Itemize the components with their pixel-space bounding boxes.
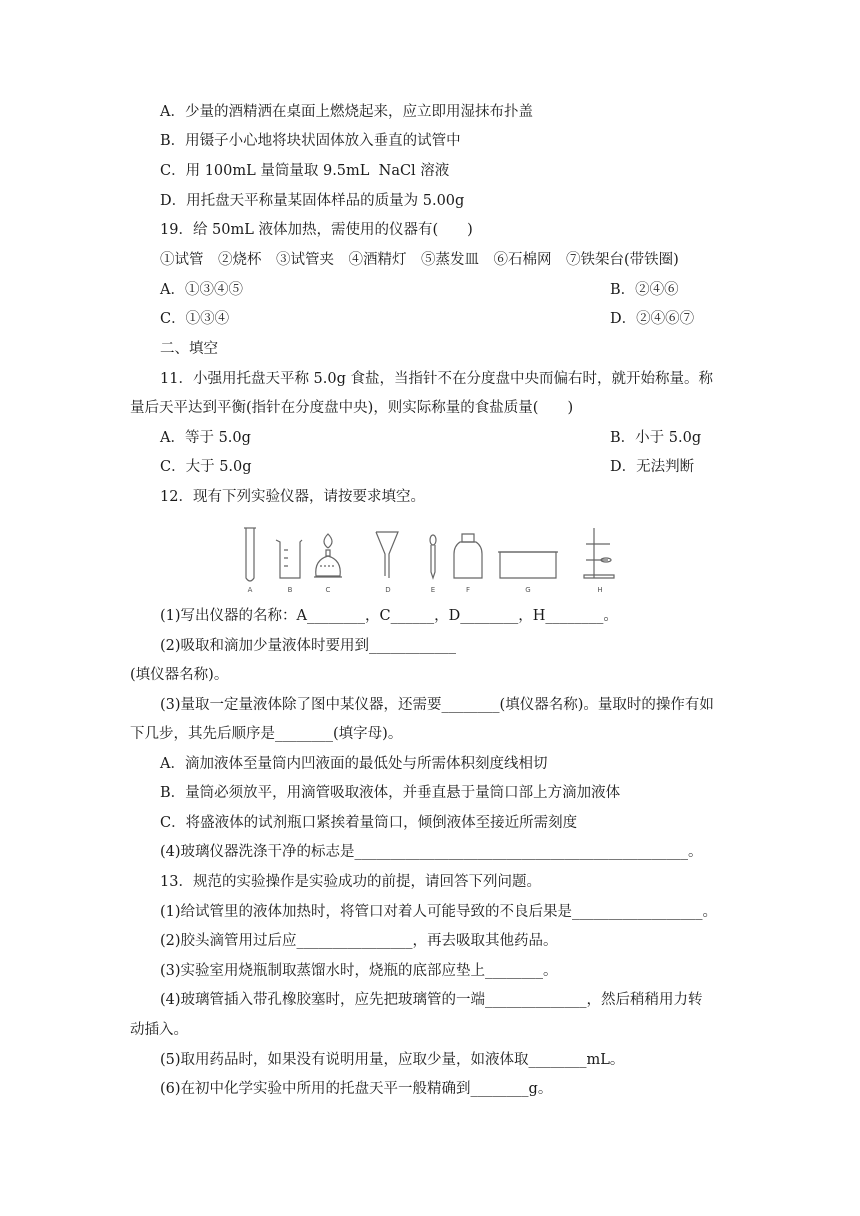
text-line: (3)量取一定量液体除了图中某仪器，还需要________(填仪器名称)。量取时的操作有如 — [160, 697, 714, 713]
text-line: D．用托盘天平称量某固体样品的质量为 5.00g — [160, 193, 465, 209]
figure-label: A — [247, 586, 253, 594]
text-line: C．①③④ — [160, 311, 230, 327]
text-line: 13．规范的实验操作是实验成功的前提，请回答下列问题。 — [160, 874, 541, 890]
container-g — [498, 552, 558, 578]
text-line: A．①③④⑤ — [160, 282, 243, 298]
alcohol-lamp-c — [314, 534, 342, 577]
text-line: A．等于 5.0g — [160, 430, 251, 446]
text-line: (5)取用药品时，如果没有说明用量，应取少量，如液体取________mL。 — [160, 1052, 625, 1068]
text-line: (4)玻璃管插入带孔橡胶塞时，应先把玻璃管的一端______________，然后稍稍用力转 — [160, 992, 703, 1008]
test-tube-a — [244, 528, 256, 581]
text-line: 19．给 50mL 液体加热，需使用的仪器有( ) — [160, 222, 473, 238]
text-line: (4)玻璃仪器洗涤干净的标志是______________________________________________。 — [160, 844, 703, 860]
option-right: D．无法判断 — [610, 459, 695, 475]
figure-label: G — [525, 586, 531, 594]
text-line: C．大于 5.0g — [160, 459, 252, 475]
text-line: A．滴加液体至量筒内凹液面的最低处与所需体积刻度线相切 — [160, 756, 548, 772]
text-line: 动插入。 — [130, 1022, 188, 1038]
text-line: 11．小强用托盘天平称 5.0g 食盐，当指针不在分度盘中央而偏右时，就开始称量。称 — [160, 371, 714, 387]
option-right: B．②④⑥ — [610, 282, 679, 298]
iron-stand-h — [584, 528, 614, 578]
text-line: (1)写出仪器的名称：A________，C______，D________，H________。 — [160, 608, 618, 624]
figure-label: B — [287, 586, 293, 594]
option-right: D．②④⑥⑦ — [610, 311, 695, 327]
text-line: C．将盛液体的试剂瓶口紧挨着量筒口，倾倒液体至接近所需刻度 — [160, 815, 578, 831]
beaker-b — [276, 540, 302, 578]
text-line: (填仪器名称)。 — [130, 667, 229, 683]
figure-label: C — [325, 586, 331, 594]
text-line: (3)实验室用烧瓶制取蒸馏水时，烧瓶的底部应垫上________。 — [160, 963, 558, 979]
text-line: 12．现有下列实验仪器，请按要求填空。 — [160, 489, 425, 505]
text-line: (2)吸取和滴加少量液体时要用到____________ — [160, 638, 457, 654]
figure-label: H — [597, 586, 603, 594]
text-line: (2)胶头滴管用过后应________________，再去吸取其他药品。 — [160, 933, 558, 949]
dropper-e — [430, 535, 436, 578]
funnel-d — [376, 532, 398, 578]
figure-label: F — [465, 586, 471, 594]
option-right: B．小于 5.0g — [610, 430, 702, 446]
text-line: A．少量的酒精洒在桌面上燃烧起来，应立即用湿抹布扑盖 — [160, 104, 533, 120]
text-line: B．量筒必须放平，用滴管吸取液体，并垂直悬于量筒口部上方滴加液体 — [160, 785, 621, 801]
text-line: 量后天平达到平衡(指针在分度盘中央)，则实际称量的食盐质量( ) — [130, 400, 574, 416]
apparatus-svg — [228, 520, 628, 600]
figure-label: D — [385, 586, 391, 594]
reagent-bottle-f — [454, 534, 482, 578]
text-line: (6)在初中化学实验中所用的托盘天平一般精确到________g。 — [160, 1081, 553, 1097]
apparatus-figure — [228, 520, 628, 600]
text-line: 下几步，其先后顺序是________(填字母)。 — [130, 726, 403, 742]
text-line: 二、填空 — [160, 341, 218, 357]
figure-label: E — [430, 586, 436, 594]
text-line: B．用镊子小心地将块状固体放入垂直的试管中 — [160, 133, 461, 149]
text-line: C．用 100mL 量筒量取 9.5mL NaCl 溶液 — [160, 163, 450, 179]
text-line: (1)给试管里的液体加热时，将管口对着人可能导致的不良后果是__________________。 — [160, 904, 718, 920]
text-line: ①试管 ②烧杯 ③试管夹 ④酒精灯 ⑤蒸发皿 ⑥石棉网 ⑦铁架台(带铁圈) — [160, 252, 679, 268]
